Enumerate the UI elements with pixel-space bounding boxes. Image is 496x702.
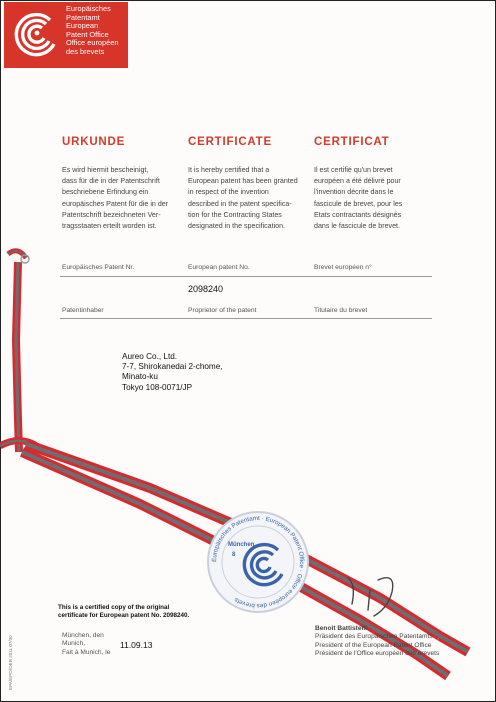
text-line: European patent has been granted [188,177,298,186]
signer-role: Präsident des Europäischen Patentamts [315,633,433,641]
place-line: Munich, [62,640,86,648]
seal-ring-text: Europäisches Patentamt · European Patent Office · Office européen des brevets [210,514,306,610]
address-line: Tokyo 108-0071/JP [122,382,193,392]
text-line: designated in the specification. [188,222,286,231]
text-line: Il est certifié qu'un brevet [314,166,393,174]
text-line: europäisches Patent für die in der [62,199,169,208]
title-urkunde: URKUNDE [62,136,126,148]
place-line: Fait à Munich, le [62,648,111,656]
patent-number: 2098240 [188,284,224,294]
label-proprietor: Proprietor of the patent [188,307,257,314]
text-line: described in the patent specifica- [188,199,292,208]
note-line: This is a certified copy of the original [58,604,170,611]
signer-role: Président de l'Office européen des brevets [315,649,440,657]
label-patentinhaber: Patentinhaber [62,307,104,314]
seal-number: 8 [232,552,236,558]
text-line: It is hereby certified that a [188,166,270,174]
seal [208,512,308,612]
text-line: beschriebene Erfindung ein [62,188,149,197]
logo-line: des brevets [66,46,105,56]
logo-line: Patent Office [66,29,109,39]
certified-copy-note [58,604,189,620]
note-line: certificate for European patent No. 2098240. [58,612,190,619]
text-line: dass für die in der Patentschrift [62,177,160,186]
text-line: Etats contractants désignés [314,210,402,219]
signer-block [315,625,439,658]
logo-line: Office européen [66,38,119,47]
address-line: Aureo Co., Ltd. [122,352,178,361]
label-patent-nr: Europäisches Patent Nr. [62,264,135,271]
text-line: Patentschrift bezeichneten Ver- [62,210,161,219]
signer-name: Benoît Battistelli [315,625,368,632]
text-line: in respect of the invention [188,188,269,197]
seal-center-text: München [228,542,255,548]
text-line: l'invention décrite dans le [314,188,394,197]
address-line: Minato-ku [122,372,158,382]
logo-line: European [66,21,99,30]
logo-line: Patentamt [66,12,100,22]
ribbon-knot [8,251,29,263]
text-line: dans le fascicule de brevet. [314,222,400,231]
label-patent-no: European patent No. [188,264,250,271]
place-label [62,632,110,657]
text-line: Es wird hiermit bescheinigt, [62,166,149,174]
issue-date: 11.09.13 [120,640,153,650]
text-line: européen a été délivré pour [314,177,401,186]
logo-line: Europäisches [66,4,111,13]
label-brevet-no: Brevet européen n° [314,264,372,271]
form-code: EPA/EPO/OEB 2011 07/30 [8,635,13,690]
signer-role: President of the European Patent Office [315,641,432,649]
address-line: 7-7, Shirokanedai 2-chome, [122,362,223,372]
text-line: tragsstaaten erteilt worden ist. [62,222,157,231]
text-line: fascicule de brevet, pour les [314,199,403,208]
text-line: tion for the Contracting States [188,210,282,219]
label-titulaire: Titulaire du brevet [314,307,368,314]
ribbon-vertical [16,262,19,452]
title-certificate: CERTIFICATE [188,136,272,148]
place-line: München, den [62,632,104,639]
title-certificat: CERTIFICAT [314,136,390,148]
